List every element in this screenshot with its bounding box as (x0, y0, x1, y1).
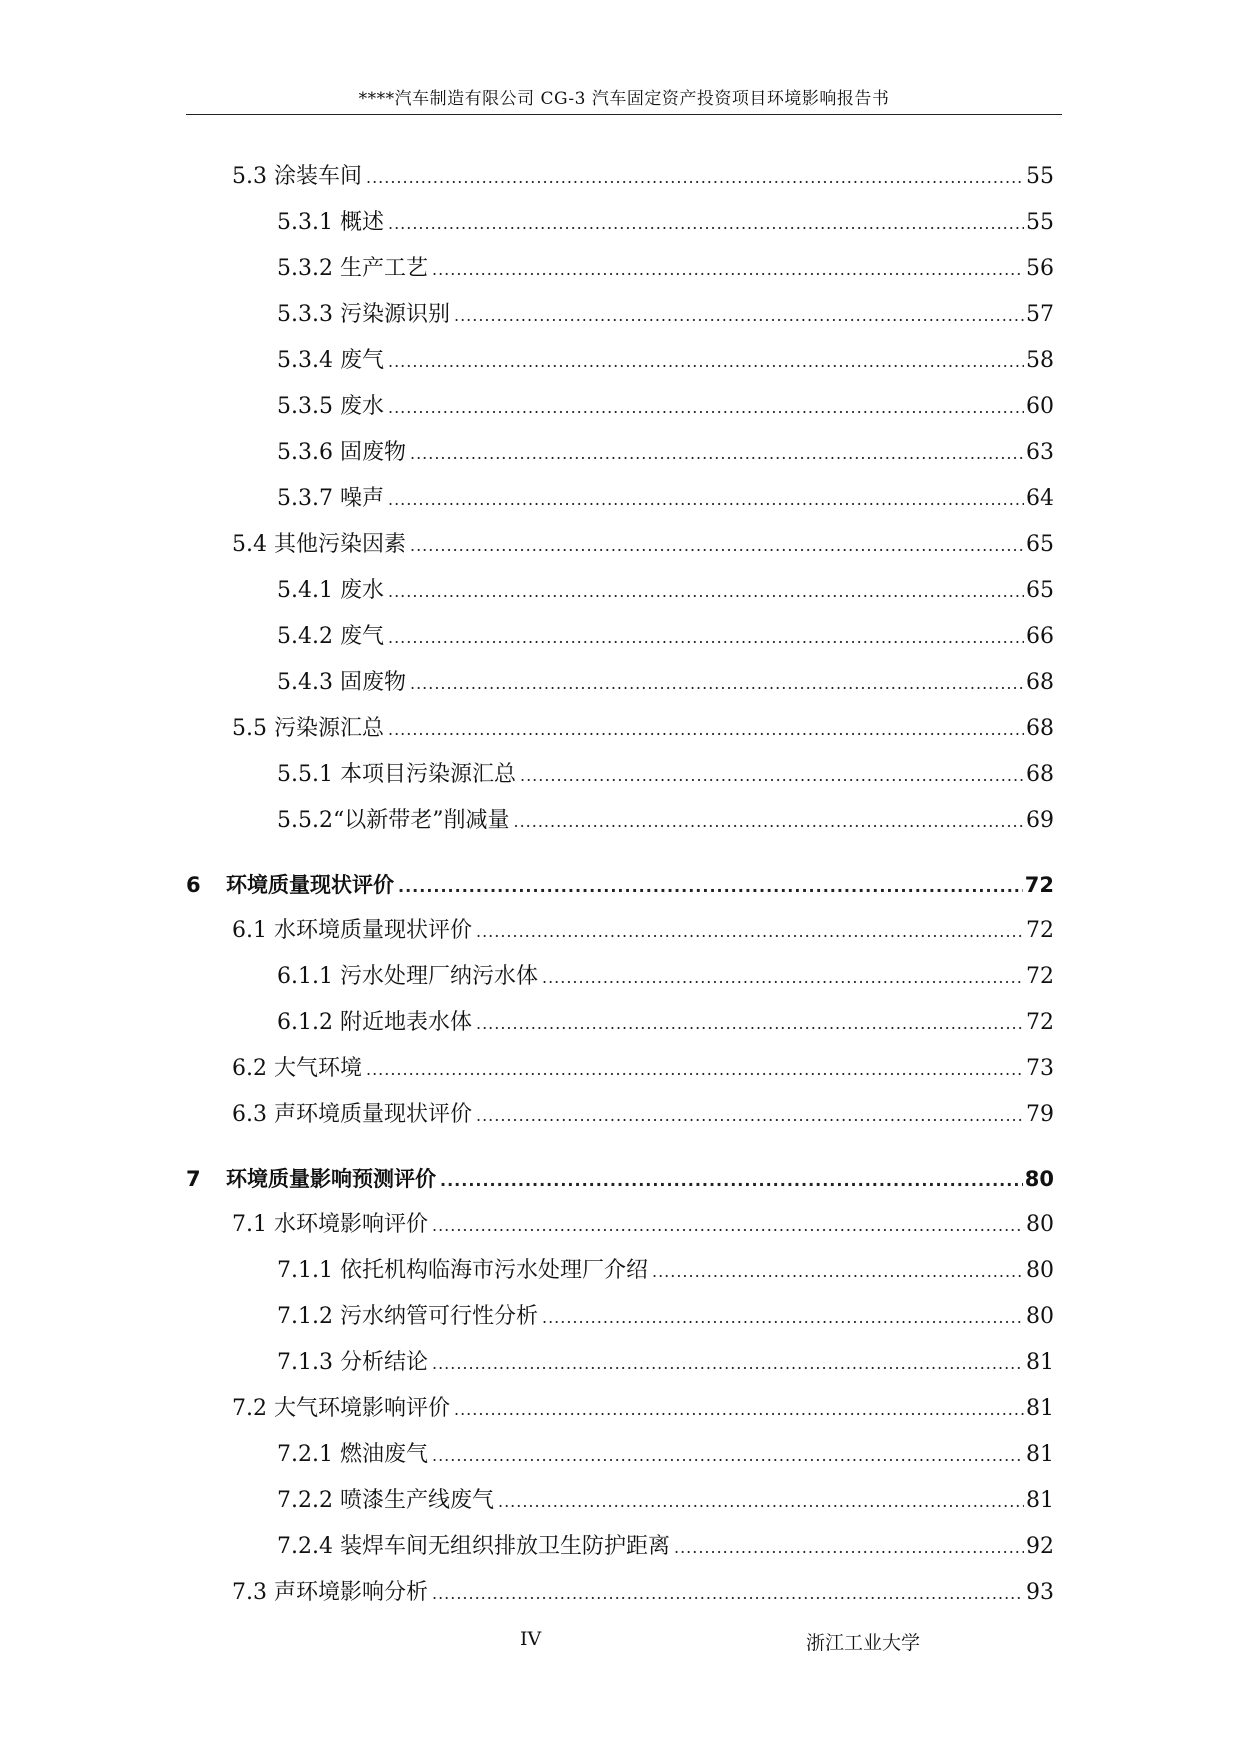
table-of-contents (186, 154, 1054, 1616)
toc-entry[interactable] (186, 954, 1054, 1000)
toc-entry[interactable] (186, 200, 1054, 246)
toc-page-number: 80 (1026, 1304, 1054, 1329)
toc-entry[interactable] (186, 752, 1054, 798)
toc-entry-label: 环境质量影响预测评价 (226, 1167, 436, 1191)
toc-entry-label: 5.3.3 污染源识别 (277, 302, 450, 327)
toc-page-number: 92 (1026, 1534, 1054, 1559)
toc-dot-leader (542, 955, 1024, 1001)
toc-dot-leader (432, 247, 1024, 293)
toc-page-number: 93 (1026, 1580, 1054, 1605)
toc-entry-label: 5.3.2 生产工艺 (277, 256, 428, 281)
toc-entry-label: 5.4.1 废水 (277, 578, 384, 603)
toc-entry-label: 7.3 声环境影响分析 (232, 1580, 428, 1605)
toc-dot-leader (498, 1479, 1024, 1525)
toc-page-number: 55 (1026, 164, 1054, 189)
toc-page-number: 80 (1026, 1212, 1054, 1237)
toc-entry-label: 7.1.2 污水纳管可行性分析 (277, 1304, 538, 1329)
toc-entry[interactable] (186, 1248, 1054, 1294)
toc-entry-label: 6.3 声环境质量现状评价 (232, 1102, 472, 1127)
toc-entry[interactable] (186, 1092, 1054, 1138)
toc-entry-label: 5.3.1 概述 (277, 210, 384, 235)
toc-dot-leader (440, 1158, 1023, 1204)
toc-entry-label: 7.2.2 喷漆生产线废气 (277, 1488, 494, 1513)
toc-entry-label: 5.4 其他污染因素 (232, 532, 406, 557)
toc-entry-label: 5.3.6 固废物 (277, 440, 406, 465)
toc-dot-leader (432, 1341, 1024, 1387)
toc-dot-leader (476, 1001, 1024, 1047)
toc-dot-leader (388, 385, 1024, 431)
toc-entry[interactable] (186, 1340, 1054, 1386)
toc-entry[interactable] (186, 384, 1054, 430)
toc-entry[interactable] (186, 154, 1054, 200)
toc-page-number: 65 (1026, 532, 1054, 557)
toc-dot-leader (432, 1203, 1024, 1249)
toc-page-number: 65 (1026, 578, 1054, 603)
toc-dot-leader (388, 477, 1024, 523)
running-header: ****汽车制造有限公司 CG-3 汽车固定资产投资项目环境影响报告书 (358, 89, 890, 109)
toc-entry[interactable] (186, 1432, 1054, 1478)
toc-entry[interactable] (186, 1570, 1054, 1616)
toc-entry-label: 7.1 水环境影响评价 (232, 1212, 428, 1237)
toc-entry[interactable] (186, 1202, 1054, 1248)
toc-entry[interactable] (186, 798, 1054, 844)
toc-entry[interactable] (186, 706, 1054, 752)
toc-entry-label: 5.3.5 废水 (277, 394, 384, 419)
toc-dot-leader (520, 753, 1024, 799)
toc-entry-label: 5.5.1 本项目污染源汇总 (277, 762, 516, 787)
footer-organization: 浙江工业大学 (806, 1632, 921, 1654)
toc-page-number: 68 (1026, 670, 1054, 695)
toc-entry[interactable] (186, 1386, 1054, 1432)
toc-entry[interactable] (186, 1524, 1054, 1570)
toc-dot-leader (454, 293, 1024, 339)
toc-entry-label: 7.2 大气环境影响评价 (232, 1396, 450, 1421)
toc-page-number: 56 (1026, 256, 1054, 281)
toc-dot-leader (388, 707, 1024, 753)
toc-page-number: 66 (1026, 624, 1054, 649)
toc-entry[interactable] (186, 862, 1054, 908)
toc-entry-label: 6.1.2 附近地表水体 (277, 1010, 472, 1035)
toc-dot-leader (410, 661, 1024, 707)
toc-page-number: 72 (1026, 1010, 1054, 1035)
toc-chapter-number: 6 (186, 873, 201, 897)
toc-entry[interactable] (186, 1294, 1054, 1340)
toc-entry[interactable] (186, 476, 1054, 522)
toc-entry-label: 6.2 大气环境 (232, 1056, 362, 1081)
toc-entry[interactable] (186, 292, 1054, 338)
toc-entry[interactable] (186, 522, 1054, 568)
toc-entry[interactable] (186, 1478, 1054, 1524)
toc-page-number: 80 (1024, 1167, 1054, 1191)
toc-dot-leader (513, 799, 1024, 845)
toc-page-number: 80 (1026, 1258, 1054, 1283)
toc-page-number: 72 (1026, 918, 1054, 943)
toc-entry[interactable] (186, 614, 1054, 660)
toc-dot-leader (432, 1571, 1024, 1617)
toc-page-number: 55 (1026, 210, 1054, 235)
toc-entry[interactable] (186, 568, 1054, 614)
toc-page-number: 60 (1026, 394, 1054, 419)
toc-dot-leader (388, 569, 1024, 615)
toc-dot-leader (410, 431, 1024, 477)
toc-dot-leader (432, 1433, 1024, 1479)
toc-page-number: 57 (1026, 302, 1054, 327)
toc-page-number: 58 (1026, 348, 1054, 373)
toc-entry[interactable] (186, 1000, 1054, 1046)
header-rule (186, 114, 1062, 115)
toc-entry[interactable] (186, 430, 1054, 476)
toc-page-number: 81 (1026, 1488, 1054, 1513)
toc-entry-label: 6.1 水环境质量现状评价 (232, 918, 472, 943)
footer-page-number: IV (520, 1628, 542, 1650)
toc-entry-label: 7.2.4 装焊车间无组织排放卫生防护距离 (277, 1534, 670, 1559)
toc-entry[interactable] (186, 338, 1054, 384)
toc-entry-label: 5.5 污染源汇总 (232, 716, 384, 741)
toc-page-number: 81 (1026, 1442, 1054, 1467)
toc-dot-leader (388, 615, 1024, 661)
toc-page-number: 68 (1026, 716, 1054, 741)
toc-page-number: 69 (1026, 808, 1054, 833)
toc-dot-leader (366, 1047, 1024, 1093)
toc-entry[interactable] (186, 660, 1054, 706)
toc-dot-leader (410, 523, 1024, 569)
toc-entry[interactable] (186, 1156, 1054, 1202)
toc-page-number: 68 (1026, 762, 1054, 787)
toc-entry-label: 5.3 涂装车间 (232, 164, 362, 189)
toc-page-number: 79 (1026, 1102, 1054, 1127)
toc-entry-label: 5.4.2 废气 (277, 624, 384, 649)
toc-entry[interactable] (186, 908, 1054, 954)
toc-entry[interactable] (186, 246, 1054, 292)
toc-entry-label: 5.4.3 固废物 (277, 670, 406, 695)
toc-dot-leader (454, 1387, 1024, 1433)
toc-dot-leader (366, 155, 1024, 201)
toc-page-number: 72 (1026, 964, 1054, 989)
toc-entry-label: 7.1.3 分析结论 (277, 1350, 428, 1375)
toc-chapter-number: 7 (186, 1167, 201, 1191)
toc-page-number: 81 (1026, 1396, 1054, 1421)
toc-entry-label: 6.1.1 污水处理厂纳污水体 (277, 964, 538, 989)
toc-dot-leader (674, 1525, 1024, 1571)
toc-entry-label: 7.1.1 依托机构临海市污水处理厂介绍 (277, 1258, 648, 1283)
toc-dot-leader (542, 1295, 1024, 1341)
toc-entry[interactable] (186, 1046, 1054, 1092)
toc-page-number: 73 (1026, 1056, 1054, 1081)
toc-page-number: 64 (1026, 486, 1054, 511)
toc-page-number: 63 (1026, 440, 1054, 465)
toc-entry-label: 5.3.7 噪声 (277, 486, 384, 511)
toc-entry-label: 5.5.2“以新带老”削减量 (277, 808, 510, 833)
toc-dot-leader (652, 1249, 1024, 1295)
toc-entry-label: 7.2.1 燃油废气 (277, 1442, 428, 1467)
toc-dot-leader (388, 339, 1024, 385)
toc-entry-label: 5.3.4 废气 (277, 348, 384, 373)
toc-page-number: 81 (1026, 1350, 1054, 1375)
toc-dot-leader (476, 1093, 1024, 1139)
toc-dot-leader (398, 864, 1023, 910)
toc-dot-leader (388, 201, 1024, 247)
toc-entry-label: 环境质量现状评价 (226, 873, 394, 897)
toc-dot-leader (476, 909, 1024, 955)
toc-page-number: 72 (1024, 873, 1054, 897)
